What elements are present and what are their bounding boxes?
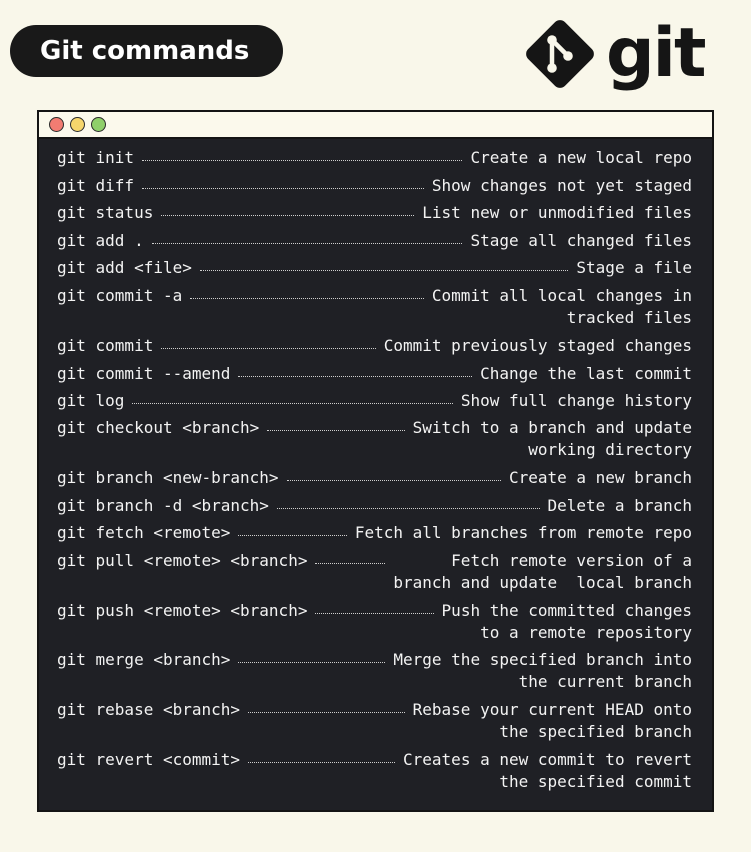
command-description: Rebase your current HEAD onto the specified branch bbox=[412, 700, 692, 741]
command-row bbox=[57, 699, 692, 743]
minimize-dot-icon bbox=[70, 117, 85, 132]
dotted-leader bbox=[315, 550, 385, 564]
command-list bbox=[39, 139, 712, 810]
command-description: Commit previously staged changes bbox=[383, 336, 692, 355]
command-row bbox=[57, 522, 692, 544]
command-name: git pull <remote> <branch> bbox=[57, 551, 308, 570]
command-name: git branch -d <branch> bbox=[57, 496, 269, 515]
dotted-leader bbox=[152, 230, 463, 244]
command-row bbox=[57, 335, 692, 357]
command-row bbox=[57, 285, 692, 329]
dotted-leader bbox=[248, 749, 395, 763]
dotted-leader bbox=[238, 363, 472, 377]
command-name: git status bbox=[57, 203, 154, 222]
command-name: git fetch <remote> bbox=[57, 523, 231, 542]
page-title: Git commands bbox=[10, 25, 283, 77]
command-name: git revert <commit> bbox=[57, 750, 241, 769]
command-description: Show changes not yet staged bbox=[431, 176, 692, 195]
dotted-leader bbox=[248, 699, 405, 713]
command-row bbox=[57, 390, 692, 412]
command-description: Push the committed changes to a remote repository bbox=[441, 601, 692, 642]
dotted-leader bbox=[142, 175, 424, 189]
dotted-leader bbox=[238, 649, 385, 663]
command-name: git branch <new-branch> bbox=[57, 468, 279, 487]
command-description: Delete a branch bbox=[547, 496, 692, 515]
command-description: Commit all local changes in tracked files bbox=[431, 286, 692, 327]
command-description: Stage a file bbox=[576, 258, 692, 277]
command-row bbox=[57, 467, 692, 489]
command-name: git init bbox=[57, 148, 135, 167]
command-row bbox=[57, 175, 692, 197]
git-logo-text: git bbox=[606, 14, 705, 93]
window-titlebar bbox=[39, 112, 712, 139]
command-description: Switch to a branch and update working directory bbox=[412, 418, 692, 459]
command-row bbox=[57, 417, 692, 461]
git-logo-icon bbox=[522, 16, 598, 92]
dotted-leader bbox=[315, 600, 433, 614]
command-name: git commit bbox=[57, 336, 154, 355]
command-row bbox=[57, 550, 692, 594]
terminal-window bbox=[37, 110, 714, 812]
command-row bbox=[57, 363, 692, 385]
command-description: Creates a new commit to revert the specified commit bbox=[403, 750, 692, 791]
dotted-leader bbox=[200, 257, 569, 271]
command-row bbox=[57, 600, 692, 644]
command-name: git diff bbox=[57, 176, 135, 195]
close-dot-icon bbox=[49, 117, 64, 132]
command-row bbox=[57, 749, 692, 793]
command-description: List new or unmodified files bbox=[422, 203, 692, 222]
dotted-leader bbox=[267, 417, 404, 431]
dotted-leader bbox=[277, 495, 540, 509]
dotted-leader bbox=[161, 202, 414, 216]
command-description: Change the last commit bbox=[480, 364, 692, 383]
command-row bbox=[57, 257, 692, 279]
command-description: Merge the specified branch into the current branch bbox=[393, 650, 692, 691]
dotted-leader bbox=[132, 390, 452, 404]
command-description: Create a new branch bbox=[508, 468, 692, 487]
command-description: Create a new local repo bbox=[470, 148, 692, 167]
command-row bbox=[57, 202, 692, 224]
command-row bbox=[57, 495, 692, 517]
command-name: git push <remote> <branch> bbox=[57, 601, 308, 620]
command-name: git log bbox=[57, 391, 125, 410]
dotted-leader bbox=[161, 335, 375, 349]
command-row bbox=[57, 147, 692, 169]
command-description: Fetch remote version of a branch and update local branch bbox=[393, 551, 692, 592]
dotted-leader bbox=[190, 285, 424, 299]
command-name: git rebase <branch> bbox=[57, 700, 241, 719]
command-name: git add . bbox=[57, 231, 144, 250]
command-description: Stage all changed files bbox=[470, 231, 692, 250]
dotted-leader bbox=[238, 522, 346, 536]
dotted-leader bbox=[142, 147, 462, 161]
command-row bbox=[57, 649, 692, 693]
command-name: git merge <branch> bbox=[57, 650, 231, 669]
command-name: git commit --amend bbox=[57, 364, 231, 383]
git-logo bbox=[522, 14, 722, 94]
maximize-dot-icon bbox=[91, 117, 106, 132]
command-row bbox=[57, 230, 692, 252]
command-name: git commit -a bbox=[57, 286, 183, 305]
command-description: Fetch all branches from remote repo bbox=[354, 523, 692, 542]
dotted-leader bbox=[287, 467, 501, 481]
command-name: git checkout <branch> bbox=[57, 418, 260, 437]
command-description: Show full change history bbox=[460, 391, 692, 410]
command-name: git add <file> bbox=[57, 258, 192, 277]
